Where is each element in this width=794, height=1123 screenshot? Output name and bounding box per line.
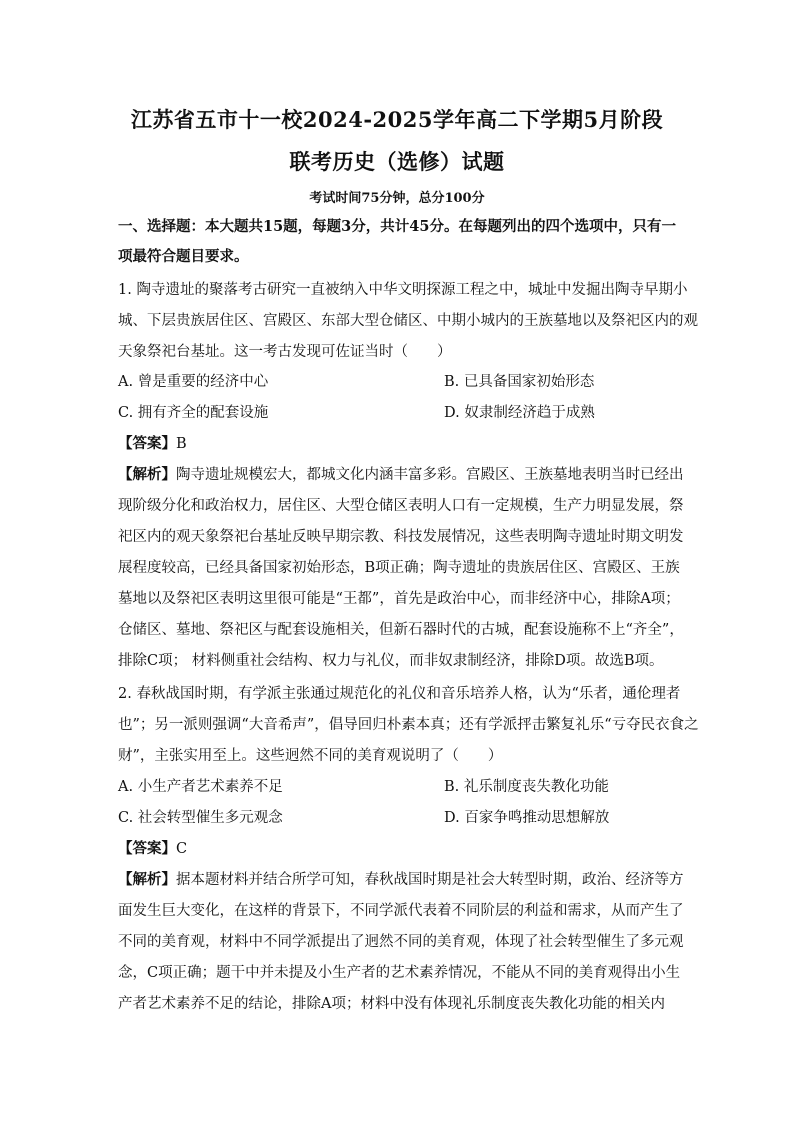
q2-stem-line2: 也”；另一派则强调“大音希声”，倡导回归朴素本真；还有学派抨击繁复礼乐“亏夺民衣食之: [118, 717, 699, 733]
section-instruction-line2: 项最符合题目要求。: [118, 248, 249, 265]
q1-stem-line3: 天象祭祀台基址。这一考古发现可佐证当时（ ）: [118, 344, 452, 360]
q1-answer-value: B: [176, 436, 187, 452]
exam-title-line1: 江苏省五市十一校2024-2025学年高二下学期5月阶段: [130, 107, 664, 132]
q1-option-a: A. 曾是重要的经济中心: [118, 374, 269, 390]
q2-analysis-line5: 产者艺术素养不足的结论，排除A项；材料中没有体现礼乐制度丧失教化功能的相关内: [118, 996, 665, 1012]
q2-analysis-line2: 面发生巨大变化，在这样的背景下，不同学派代表着不同阶层的利益和需求，从而产生了: [118, 903, 684, 919]
q1-analysis-text1: 陶寺遗址规模宏大，都城文化内涵丰富多彩。宫殿区、王族墓地表明当时已经出: [176, 467, 684, 483]
q2-option-b: B. 礼乐制度丧失教化功能: [444, 779, 609, 795]
exam-time-info: 考试时间75分钟，总分100分: [309, 191, 485, 206]
q1-analysis-tag: 【解析】: [118, 466, 176, 483]
q2-option-a: A. 小生产者艺术素养不足: [118, 779, 283, 795]
q2-analysis-line3: 不同的美育观，材料中不同学派提出了迥然不同的美育观，体现了社会转型催生了多元观: [118, 934, 684, 950]
q1-analysis-line1: [118, 465, 684, 485]
q1-option-b: B. 已具备国家初始形态: [444, 374, 595, 390]
q1-option-d: D. 奴隶制经济趋于成熟: [444, 405, 595, 421]
q1-analysis-line3: 祀区内的观天象祭祀台基址反映早期宗教、科技发展情况，这些表明陶寺遗址时期文明发: [118, 529, 684, 545]
q2-analysis-line1: [118, 870, 684, 890]
q2-analysis-tag: 【解析】: [118, 871, 176, 888]
q2-answer: [118, 839, 678, 859]
section-instruction-line1: 一、选择题：本大题共15题，每题3分，共计45分。在每题列出的四个选项中，只有一: [118, 218, 676, 235]
q1-analysis-line7: 排除C项； 材料侧重社会结构、权力与礼仪，而非奴隶制经济，排除D项。故选B项。: [118, 653, 664, 669]
q1-analysis-line2: 现阶级分化和政治权力，居住区、大型仓储区表明人口有一定规模，生产力明显发展，祭: [118, 498, 684, 514]
q2-analysis-text1: 据本题材料并结合所学可知，春秋战国时期是社会大转型时期，政治、经济等方: [176, 872, 684, 888]
q2-option-c: C. 社会转型催生多元观念: [118, 810, 283, 826]
q1-answer-tag: 【答案】: [118, 435, 176, 452]
q1-option-c: C. 拥有齐全的配套设施: [118, 405, 269, 421]
q1-analysis-line6: 仓储区、墓地、祭祀区与配套设施相关，但新石器时代的古城，配套设施称不上“齐全”，: [118, 622, 684, 638]
q2-stem-line1: 2. 春秋战国时期，有学派主张通过规范化的礼仪和音乐培养人格，认为“乐者，通伦理者: [118, 686, 681, 702]
q1-analysis-line5: 墓地以及祭祀区表明这里很可能是“王都”，首先是政治中心，而非经济中心，排除A项；: [118, 591, 680, 607]
q1-stem-line1: 1. 陶寺遗址的聚落考古研究一直被纳入中华文明探源工程之中，城址中发掘出陶寺早期小: [118, 282, 688, 298]
exam-title-line2: 联考历史（选修）试题: [289, 149, 505, 174]
q2-option-d: D. 百家争鸣推动思想解放: [444, 810, 610, 826]
q2-answer-tag: 【答案】: [118, 840, 176, 857]
q2-stem-line3: 财”，主张实用至上。这些迥然不同的美育观说明了（ ）: [118, 748, 503, 764]
q2-analysis-line4: 念，C项正确；题干中并未提及小生产者的艺术素养情况，不能从不同的美育观得出小生: [118, 965, 681, 981]
q1-stem-line2: 城、下层贵族居住区、宫殿区、东部大型仓储区、中期小城内的王族墓地以及祭祀区内的观: [118, 313, 698, 329]
q2-answer-value: C: [176, 841, 188, 857]
q1-answer: [118, 434, 678, 454]
q1-analysis-line4: 展程度较高，已经具备国家初始形态，B项正确；陶寺遗址的贵族居住区、宫殿区、王族: [118, 560, 680, 576]
